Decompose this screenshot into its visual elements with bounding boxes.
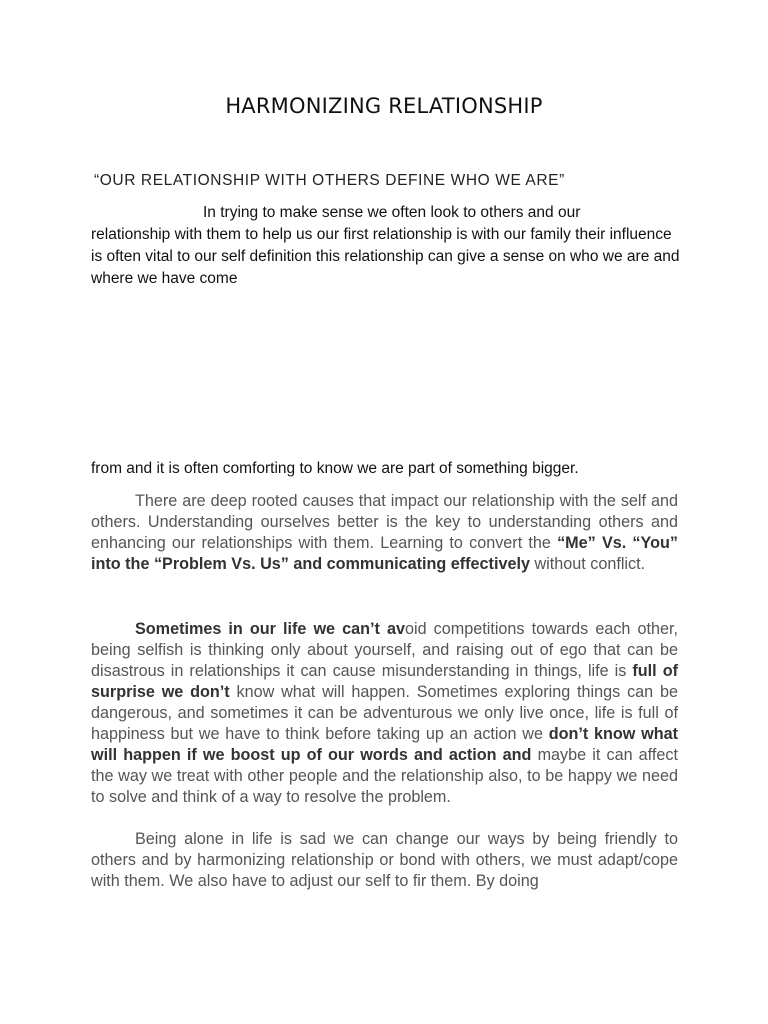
paragraph-text: know what will happen. Sometimes exploring things can be dangerous, and sometimes it can be adventurous we only live once, life is full of happiness but we have to think before taking up an action we — [91, 683, 678, 743]
document-quote: “OUR RELATIONSHIP WITH OTHERS DEFINE WHO WE ARE” — [94, 172, 565, 189]
paragraph-text: maybe it can affect the way we treat with other people and the relationship also, to be happy we need to solve and think of a way to resolve the problem. — [91, 746, 678, 806]
paragraph-text: without conflict. — [529, 555, 646, 573]
paragraph-competitions — [91, 619, 678, 808]
intro-body-text: relationship with them to help us our first relationship is with our family their influence is often vital to our self definition this relationship can give a sense on who we are and where we have come — [91, 226, 680, 287]
paragraph-bold-text: don’t know what will happen if we boost up of our words and action and — [91, 725, 678, 764]
paragraph-text: oid competitions towards each other, being selfish is thinking only about yourself, and raising out of ego that can be disastrous in relationships it can cause misunderstanding in things, life is — [91, 620, 678, 680]
paragraph-bold-text: full of surprise we don’t — [91, 662, 678, 701]
intro-first-line: In trying to make sense we often look to others and our — [203, 204, 581, 221]
paragraph-being-alone — [91, 829, 678, 892]
intro-paragraph — [91, 202, 687, 290]
intro-continued-text: from and it is often comforting to know we are part of something bigger. — [91, 460, 579, 477]
paragraph-bold-text: Sometimes in our life we can’t av — [135, 620, 405, 638]
paragraph-bold-text: “Me” Vs. “You” into the “Problem Vs. Us” and communicating effectively — [91, 534, 678, 573]
paragraph-text: There are deep rooted causes that impact our relationship with the self and others. Understanding ourselves better is the key to understanding others and enhancing our relationships with them. Learning to convert the — [91, 492, 678, 552]
document-title: HARMONIZING RELATIONSHIP — [225, 94, 543, 118]
paragraph-deep-rooted-causes — [91, 491, 678, 575]
paragraph-text: Being alone in life is sad we can change our ways by being friendly to others and by harmonizing relationship or bond with others, we must adapt/cope with them. We also have to adjust our self to fir them. By doing — [91, 830, 678, 890]
